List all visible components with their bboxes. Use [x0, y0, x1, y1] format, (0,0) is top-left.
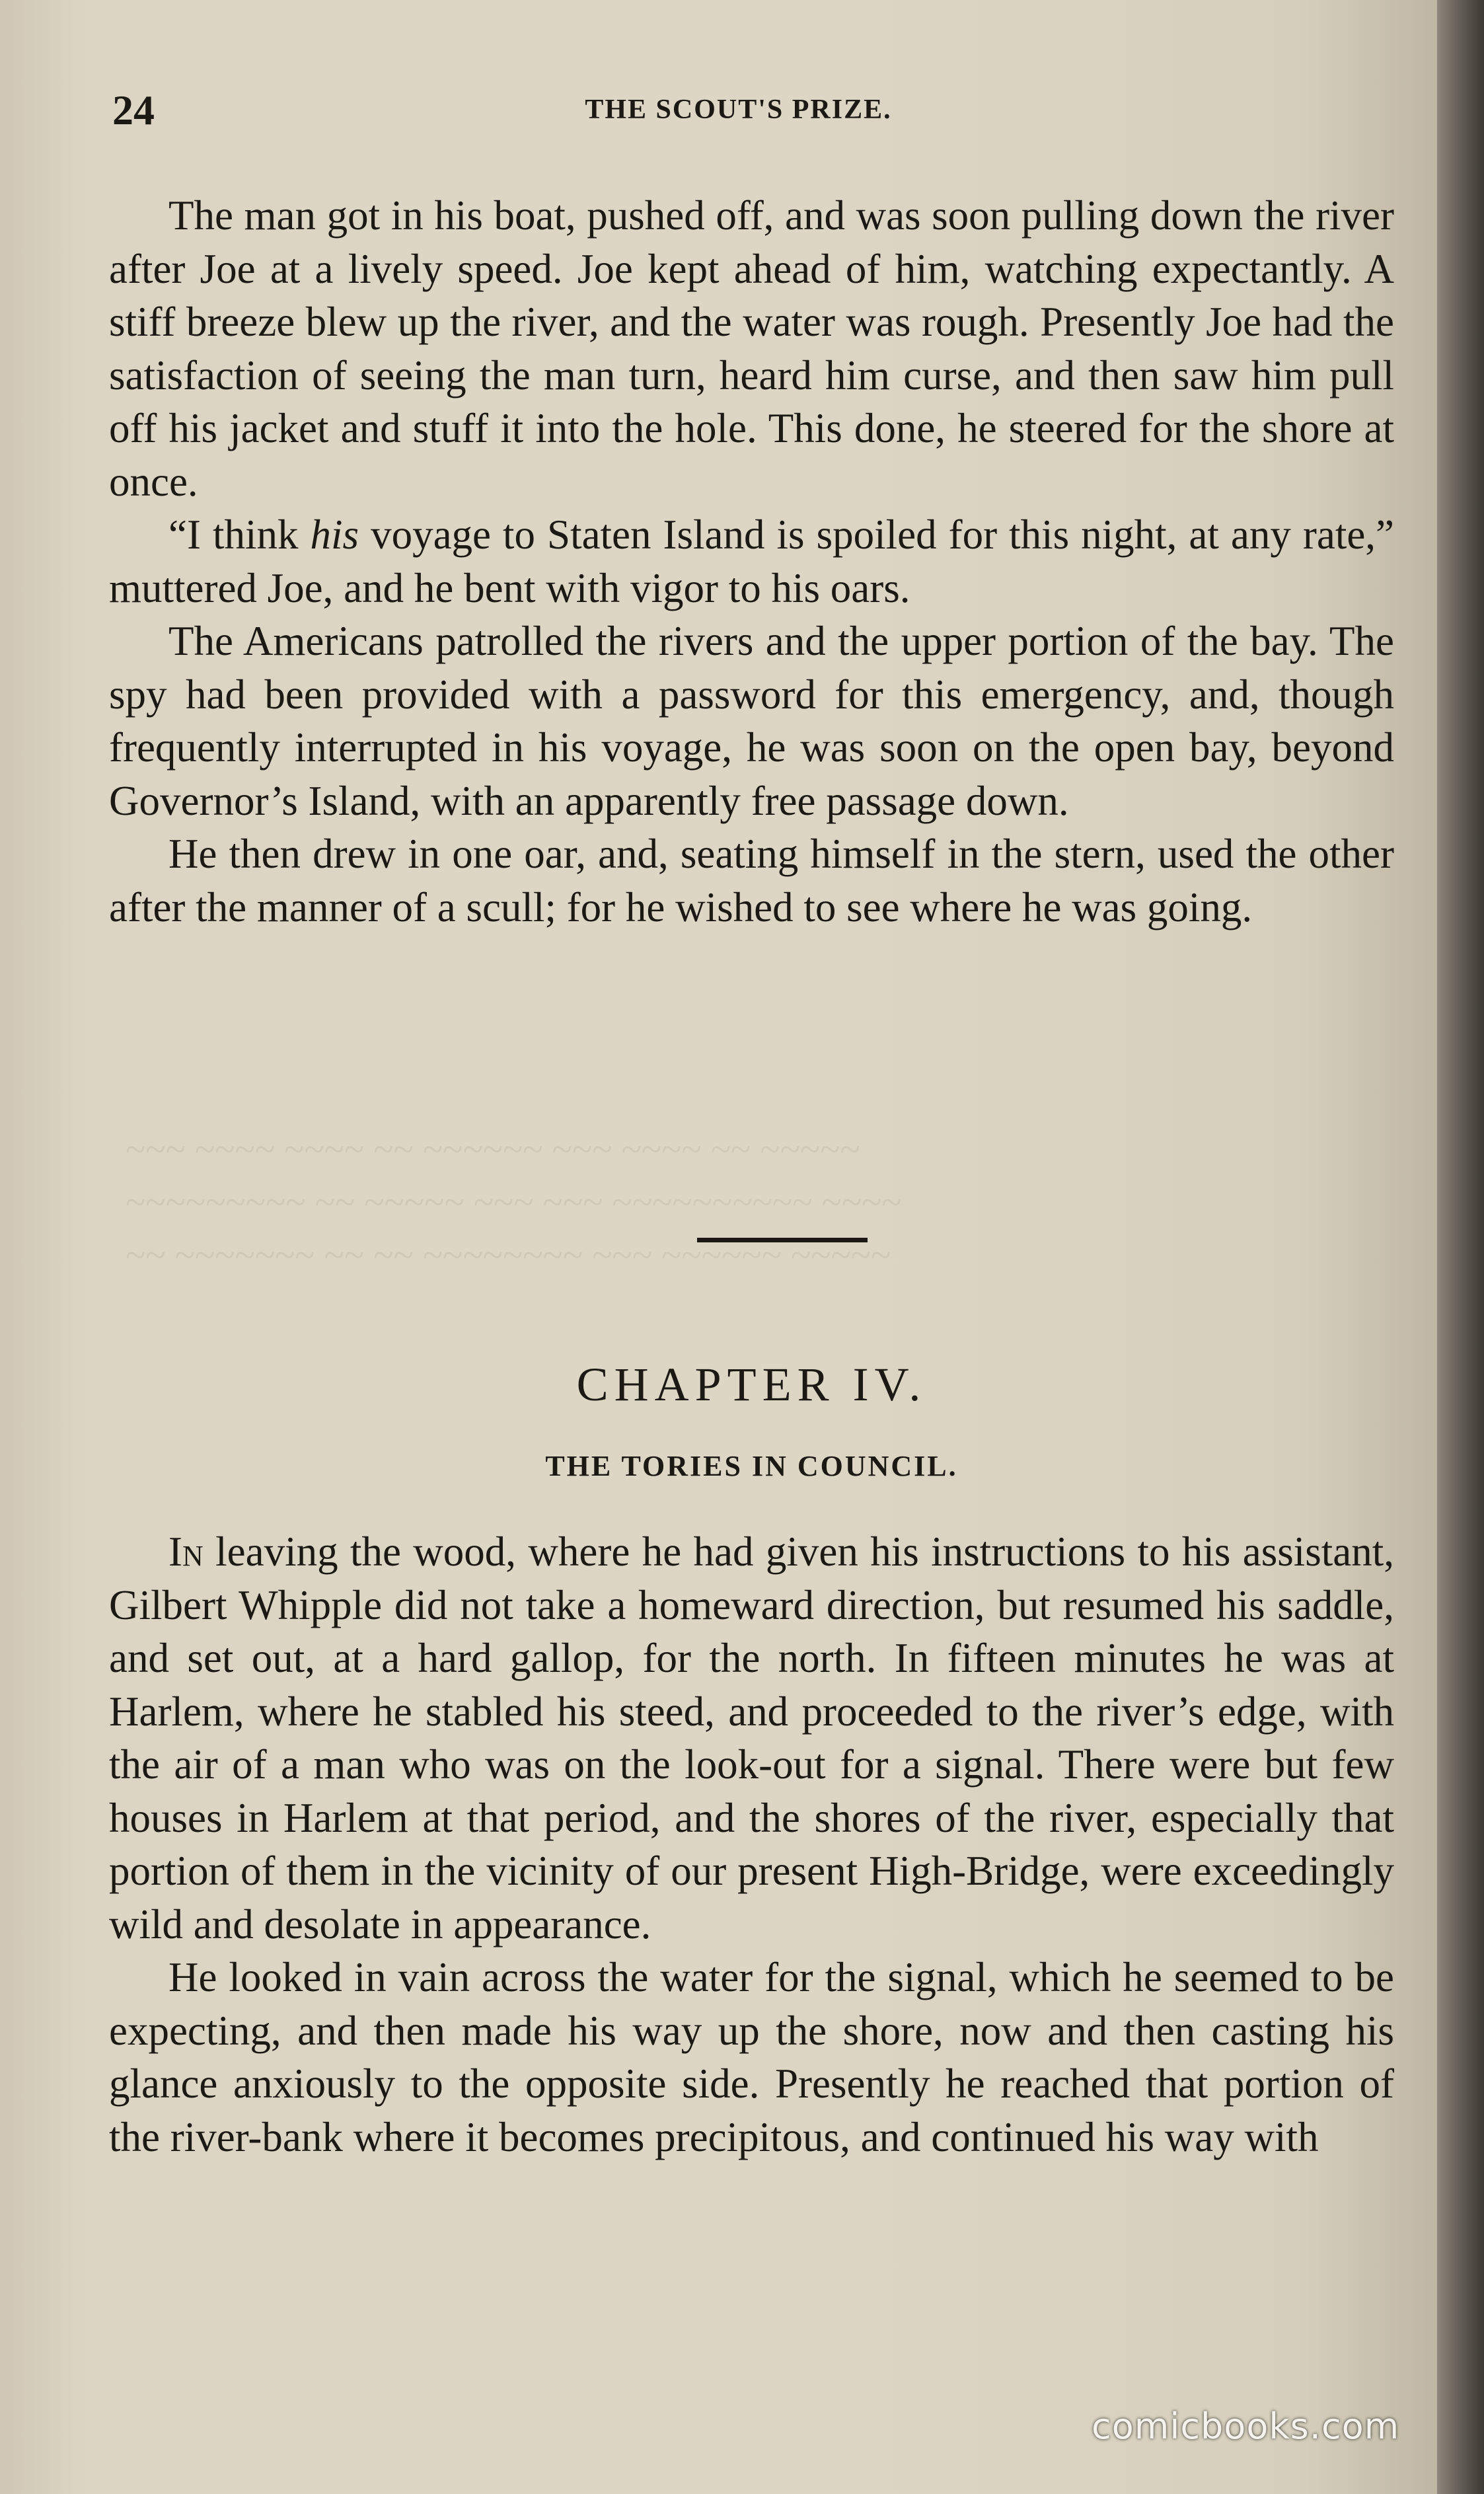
section-text-bottom [109, 1525, 1394, 2164]
page-number: 24 [112, 87, 155, 133]
paragraph: The Americans patrolled the rivers and the upper portion of the bay. The spy had been provided with a password for this emergency, and, though frequently interrupted in his voyage, he was soon on the open bay, beyond Governor’s Island, with an apparently free passage down. [109, 618, 1394, 824]
paragraph: He looked in vain across the water for the signal, which he seemed to be expecting, and then made his way up the shore, now and then casting his glance anxiously to the opposite side. Presently he reached that portion of the river-bank where it becomes precipitous, and continued his way with [109, 1954, 1394, 2160]
chapter-title: CHAPTER IV. [576, 1358, 927, 1411]
section-divider-rule [697, 1238, 868, 1242]
italic-text: his [310, 511, 359, 558]
text-run: voyage to Staten Island is spoiled for this night, at any rate,” muttered Joe, and he bent with vigor to his oars. [109, 511, 1395, 611]
section-text-top [109, 189, 1394, 934]
text-run: “I think [168, 511, 311, 558]
watermark: comicbooks.com [1092, 2405, 1400, 2447]
running-head: THE SCOUT'S PRIZE. [585, 94, 892, 125]
page-edge-shadow [1437, 0, 1484, 2494]
chapter-subtitle: THE TORIES IN COUNCIL. [545, 1450, 958, 1482]
text-run: leaving the wood, where he had given his instructions to his assistant, Gilbert Whipple did not take a homeward direction, but resumed his saddle, and set out, at a hard gallop, for the north. In fifteen minutes he was at Harlem, where he stabled his steed, and proceeded to the river’s edge, with the air of a man who was on the look-out for a signal. There were but few houses in Harlem at that period, and the shores of the river, especially that portion of them in the vicinity of our present High-Bridge, were exceedingly wild and desolate in appearance. [109, 1529, 1394, 1947]
paragraph [109, 1525, 1394, 1951]
paragraph [109, 508, 1394, 615]
paragraph: The man got in his boat, pushed off, and was soon pulling down the river after Joe at a lively speed. Joe kept ahead of him, watching expectantly. A stiff breeze blew up the river, and the water was rough. Presently Joe had the satisfaction of seeing the man turn, heard him curse, and then saw him pull off his jacket and stuff it into the hole. This done, he steered for the shore at once. [109, 192, 1394, 505]
drop-word: In [168, 1529, 204, 1575]
paragraph: He then drew in one oar, and, seating himself in the stern, used the other after the manner of a scull; for he wished to see where he was going. [109, 831, 1394, 930]
show-through-text: ~~~ ~~~~ ~~~~ ~~ ~~~~~~ ~~~ ~~~~ ~~ ~~~~~ ~~~~~~~~~ ~~ ~~~~~ ~~~ ~~~ ~~~~~~~~~~ ~~~~ ~~ ~~~~~~~ ~~ ~~ ~~~~~~~~ ~~~ ~~~~~~ ~~~~~ [126, 1129, 902, 1276]
page-header [112, 86, 1364, 139]
